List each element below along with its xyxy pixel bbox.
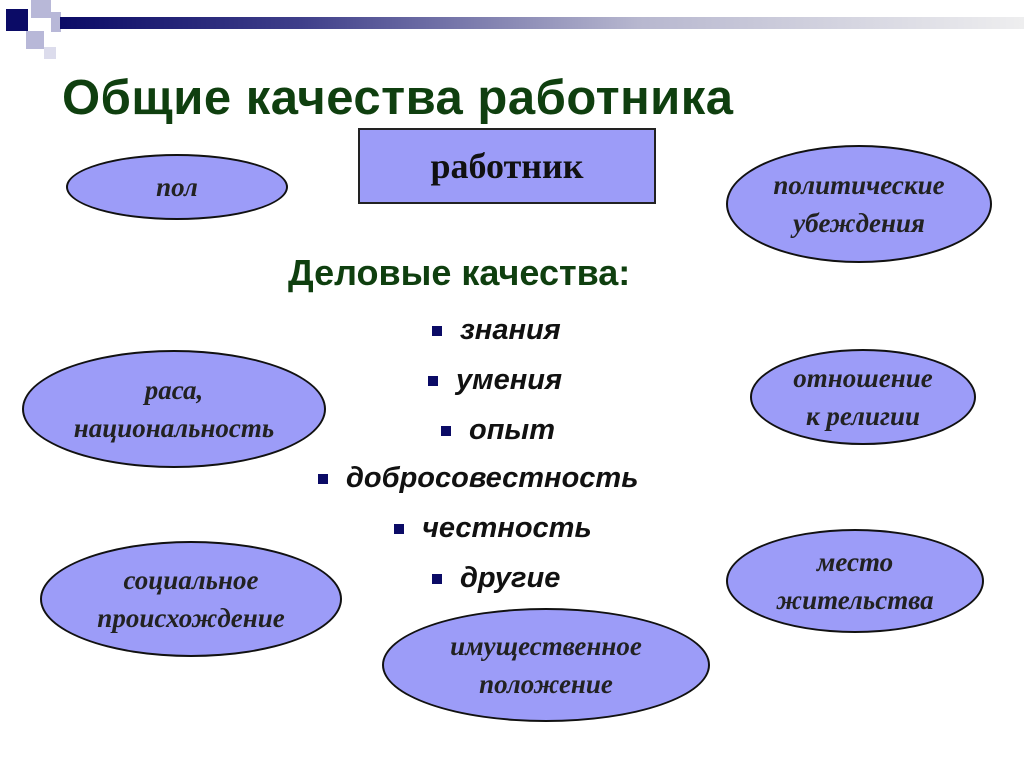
bullet-square-icon: [432, 326, 442, 336]
oval-label: пол: [156, 172, 198, 202]
decor-square: [31, 0, 51, 18]
decor-square: [6, 9, 28, 31]
oval-label: раса, национальность: [73, 375, 275, 443]
list-item: [318, 462, 638, 495]
worker-label: работник: [430, 146, 584, 186]
list-item-text: добросовестность: [346, 462, 639, 494]
oval-label: место жительства: [776, 547, 934, 615]
list-item-text: умения: [456, 364, 563, 396]
decor-gradient-bar: [60, 17, 1024, 29]
bullet-square-icon: [441, 426, 451, 436]
oval-race: [22, 350, 326, 468]
oval-property: [382, 608, 710, 722]
bullet-square-icon: [394, 524, 404, 534]
list-item: [432, 314, 561, 347]
oval-gender: [66, 154, 288, 220]
bullet-square-icon: [318, 474, 328, 484]
business-qualities-heading: Деловые качества:: [288, 252, 631, 293]
oval-religion: [750, 349, 976, 445]
list-item-text: другие: [460, 562, 561, 594]
worker-box: [358, 128, 656, 204]
decor-square: [26, 31, 44, 49]
top-decoration: [0, 0, 1024, 60]
slide-title: Общие качества работника: [62, 71, 734, 125]
list-item-text: честность: [422, 512, 592, 544]
decor-square: [44, 47, 56, 59]
list-item: [432, 562, 560, 595]
list-item-text: знания: [460, 314, 561, 346]
oval-social: [40, 541, 342, 657]
list-item-text: опыт: [469, 414, 555, 446]
bullet-square-icon: [428, 376, 438, 386]
list-item: [441, 414, 555, 447]
oval-label: социальное происхождение: [97, 565, 285, 633]
oval-political: [726, 145, 992, 263]
oval-label: политические убеждения: [773, 170, 945, 238]
oval-residence: [726, 529, 984, 633]
list-item: [428, 364, 562, 397]
oval-label: отношение к религии: [793, 363, 933, 431]
bullet-square-icon: [432, 574, 442, 584]
oval-label: имущественное положение: [450, 631, 642, 699]
list-item: [394, 512, 592, 545]
